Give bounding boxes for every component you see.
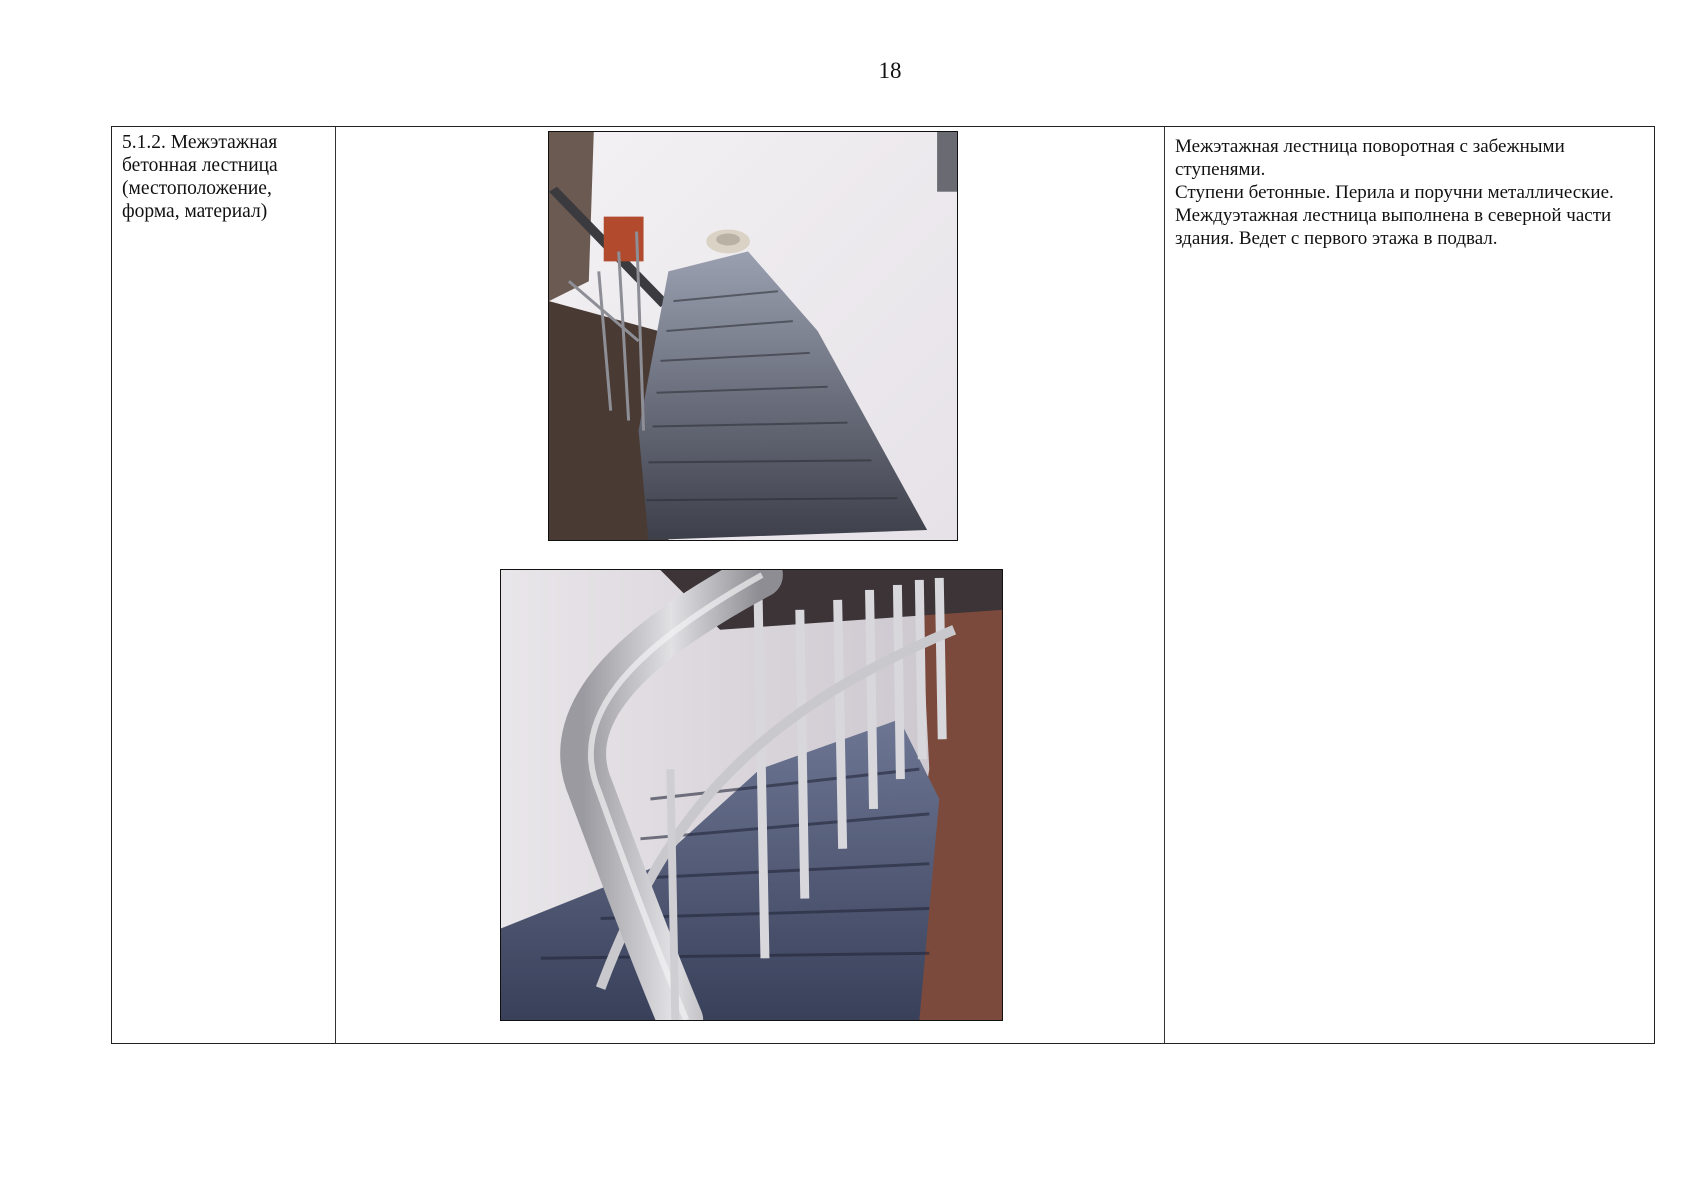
description-cell	[1175, 135, 1655, 250]
description-table	[111, 126, 1655, 1044]
staircase-top-photo	[548, 131, 958, 541]
row-label-cell	[122, 131, 327, 223]
row-label-line: (местоположение,	[122, 178, 272, 199]
column-divider-2	[1164, 127, 1165, 1043]
description-paragraph: Междуэтажная лестница выполнена в северной части здания. Ведет с первого этажа в подвал.	[1175, 205, 1612, 249]
column-divider-1	[335, 127, 336, 1043]
staircase-top-image	[549, 132, 957, 540]
staircase-railing-image	[501, 570, 1002, 1020]
description-paragraph: Межэтажная лестница поворотная с забежными ступенями.	[1175, 136, 1565, 180]
page-number: 18	[878, 58, 902, 83]
row-label-line: бетонная лестница	[122, 155, 278, 176]
row-label-line: 5.1.2. Межэтажная	[122, 132, 278, 153]
staircase-railing-photo	[500, 569, 1003, 1021]
row-label-line: форма, материал)	[122, 201, 268, 222]
description-paragraph: Ступени бетонные. Перила и поручни металлические.	[1175, 182, 1614, 203]
